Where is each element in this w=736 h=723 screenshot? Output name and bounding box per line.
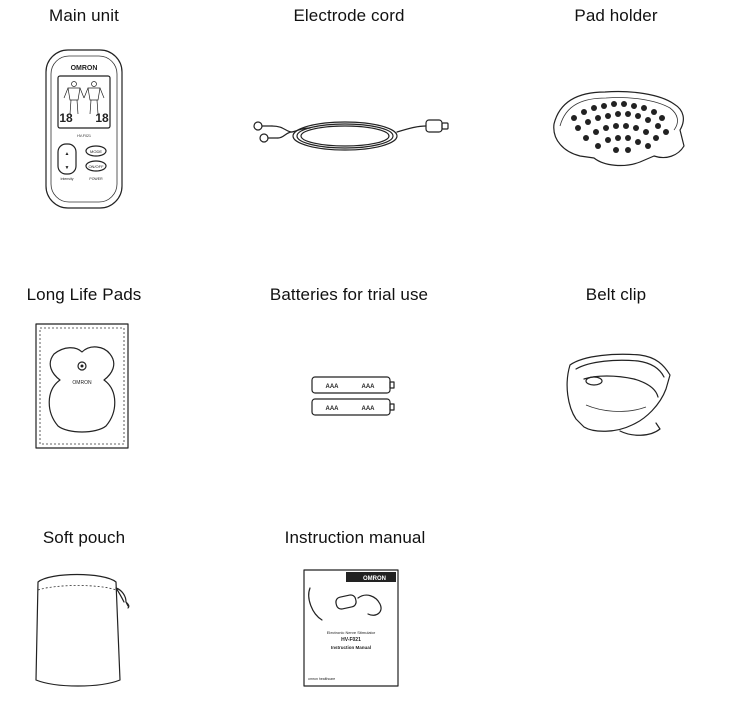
pad-holder-label: Pad holder xyxy=(574,6,658,25)
belt-clip-illustration xyxy=(560,345,674,445)
instruction-manual-illustration xyxy=(302,568,400,688)
main-unit-illustration xyxy=(44,48,124,210)
long-life-pads-label: Long Life Pads xyxy=(26,285,142,304)
up-button[interactable]: ▲ xyxy=(64,151,70,157)
display-left: 18 xyxy=(59,111,73,125)
pad-holder-illustration xyxy=(550,80,690,170)
battery-2 xyxy=(312,399,394,415)
model-tag: HV-F021 xyxy=(77,134,91,138)
battery-1 xyxy=(312,377,394,393)
manual-subtitle: Electronic Nerve Stimulator xyxy=(326,630,376,635)
device-brand: OMRON xyxy=(70,65,98,72)
battery-1-type-b: AAA xyxy=(361,384,375,390)
soft-pouch-illustration xyxy=(30,568,136,690)
manual-model: HV-F021 xyxy=(341,637,361,643)
manual-title: Instruction Manual xyxy=(330,645,372,650)
mode-button[interactable]: MODE xyxy=(90,149,102,154)
belt-clip-label: Belt clip xyxy=(585,285,647,304)
battery-2-type: AAA xyxy=(325,406,339,412)
electrode-cord-illustration xyxy=(250,108,450,158)
intensity-label: Intensity xyxy=(60,177,74,181)
long-life-pads-illustration xyxy=(34,322,130,450)
main-unit-label: Main unit xyxy=(49,6,119,25)
manual-footer: omron healthcare xyxy=(308,677,336,681)
down-button[interactable]: ▼ xyxy=(64,165,70,171)
electrode-cord-label: Electrode cord xyxy=(293,6,405,25)
pads-brand: OMRON xyxy=(72,380,92,386)
batteries-label: Batteries for trial use xyxy=(269,285,429,304)
power-label: POWER xyxy=(89,177,103,181)
batteries-illustration xyxy=(308,373,396,421)
battery-1-type: AAA xyxy=(325,384,339,390)
manual-brand: OMRON xyxy=(363,576,386,582)
soft-pouch-label: Soft pouch xyxy=(42,528,126,547)
instruction-manual-label: Instruction manual xyxy=(284,528,426,547)
battery-2-type-b: AAA xyxy=(361,406,375,412)
onoff-button[interactable]: ON/OFF xyxy=(88,164,104,169)
display-right: 18 xyxy=(95,111,109,125)
